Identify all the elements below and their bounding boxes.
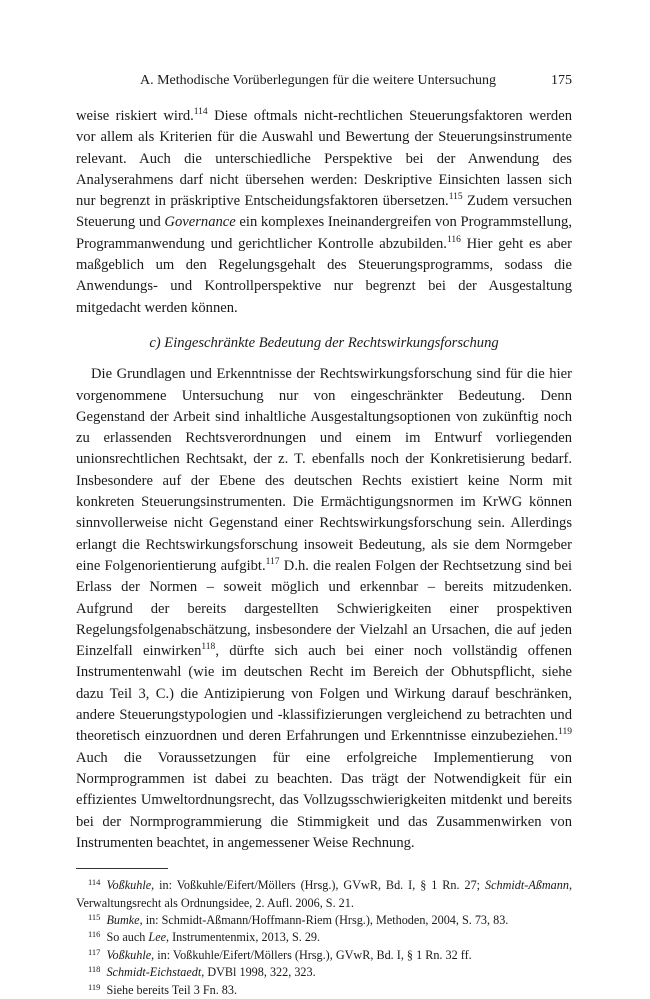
- footnote-text: , in: Voßkuhle/Eifert/Möllers (Hrsg.), GVwR, Bd. I, § 1 Rn. 27;: [151, 878, 485, 893]
- footnote-ref[interactable]: 118: [201, 642, 216, 653]
- footnote-ref[interactable]: 115: [448, 192, 463, 203]
- emphasis: Governance: [164, 214, 236, 231]
- paragraph-2: [76, 364, 572, 854]
- footnote-number: 119: [88, 981, 101, 992]
- running-header: [76, 70, 572, 94]
- footnote-number: 115: [88, 911, 101, 922]
- footnote-number: 117: [88, 946, 101, 957]
- running-title: A. Methodische Vorüberlegungen für die weitere Untersuchung: [140, 73, 496, 88]
- text-run: , dürfte sich auch bei einer noch vollständig offenen Instrumentenwahl (wie im deutschen Recht im Bereich der Obhutspflicht, siehe dazu Teil 3, C.) die Antizipierung von Folgen und Wirkung darauf beschränken, andere Steuerungstypologien und -klassifizierungen vergleichend zu betrachten und theoretisch einzuordnen und deren Erfahrungen und Erkenntnisse einzubeziehen.: [76, 643, 572, 745]
- footnote-text: , DVBl 1998, 322, 323.: [201, 965, 316, 980]
- author-name: Bumke: [106, 912, 140, 927]
- footnote-text: , Verwaltungsrecht als Ordnungsidee, 2. Aufl. 2006, S. 21.: [76, 878, 572, 910]
- footnote-text: , in: Voßkuhle/Eifert/Möllers (Hrsg.), GVwR, Bd. I, § 1 Rn. 32 ff.: [151, 947, 472, 962]
- footnotes: [76, 877, 572, 999]
- footnote-number: 118: [88, 964, 101, 975]
- page-number: 175: [551, 73, 572, 88]
- footnote-117: [76, 947, 572, 964]
- page: [76, 70, 572, 999]
- footnote-ref[interactable]: 117: [265, 556, 280, 567]
- footnote-ref[interactable]: 119: [558, 727, 572, 738]
- footnote-text: Siehe bereits Teil 3 Fn. 83.: [106, 982, 238, 997]
- footnote-118: [76, 964, 572, 981]
- footnote-number: 116: [88, 929, 101, 940]
- footnote-115: [76, 912, 572, 929]
- footnote-text: , Instrumentenmix, 2013, S. 29.: [166, 930, 321, 945]
- footnote-text: , in: Schmidt-Aßmann/Hoffmann-Riem (Hrsg.), Methoden, 2004, S. 73, 83.: [139, 912, 509, 927]
- author-name: Voßkuhle: [106, 878, 152, 893]
- footnote-119: [76, 982, 572, 999]
- text-run: weise riskiert wird.: [76, 108, 194, 124]
- paragraph-1: [76, 106, 572, 319]
- footnote-ref[interactable]: 114: [193, 107, 208, 117]
- author-name: Voßkuhle: [106, 947, 152, 962]
- text-run: Zudem versuchen Steuerung und: [76, 193, 572, 231]
- text-run: ein komplexes Ineinandergreifen von Programmstellung, Programmanwendung und gerichtlicher Kontrolle abzubilden.: [76, 214, 572, 252]
- text-run: Auch die Voraussetzungen für eine erfolgreiche Implementierung von Normprogrammen ist dabei zu beachten. Das trägt der Notwendigkeit für ein effizientes Umweltordnungsrecht, das Vollzugsschwierigkeiten mitdenkt und bereits bei der Normprogrammierung die Stimmigkeit und das Zusammenwirken von Instrumenten beachtet, in angemessener Weise Rechnung.: [76, 749, 572, 851]
- footnote-number: 114: [88, 877, 101, 888]
- text-run: D.h. die realen Folgen der Rechtsetzung sind bei Erlass der Normen – soweit möglich und erkennbar – bereits mitzudenken. Aufgrund der bereits dargestellten Schwierigkeiten einer prospektiven Regelungsfolgenabschätzung, insbesondere der Vielzahl an Ursachen, die auf jeden Einzelfall einwirken: [76, 557, 573, 660]
- text-run: Hier geht es aber maßgeblich um den Regelungsgehalt des Steuerungsprogramms, sodass die Anwendungs- und Kontrollperspektive nur begrenzt bei der Ausgestaltung mitgedacht werden können.: [76, 235, 573, 316]
- author-name: Schmidt-Eichstaedt: [106, 965, 202, 980]
- text-run: Die Grundlagen und Erkenntnisse der Rechtswirkungsforschung sind für die hier vorgenommene Untersuchung nur von eingeschränkter Bedeutung. Denn Gegenstand der Arbeit sind inhaltliche Ausgestaltungsoptionen von zukünftig noch zu erlassenden Rechtsverordnungen und einem im Entwurf vorliegenden unionsrechtlichen Rechtsakt, der z. T. ebenfalls noch der Konkretisierung bedarf. Insbesondere auf der Ebene des deutschen Rechts existiert keine Norm mit konkreten Steuerungsinstrumenten. Die Ermächtigungsnormen im KrWG können sinnvollerweise nicht Gegenstand einer Rechtswirkungsforschung sein. Allerdings erlangt die Rechtswirkungsforschung insoweit Bedeutung, als sie dem Normgeber eine Folgenorientierung aufgibt.: [76, 366, 572, 574]
- section-heading: c) Eingeschränkte Bedeutung der Rechtswirkungsforschung: [149, 334, 499, 351]
- footnote-114: [76, 877, 572, 912]
- author-name: Schmidt-Aßmann: [485, 878, 569, 893]
- footnote-divider: [76, 868, 168, 869]
- text-run: Diese oftmals nicht-rechtlichen Steuerungsfaktoren werden vor allem als Kriterien für die Auswahl und Bewertung der Steuerungsinstrumente relevant. Auch die unterschiedliche Perspektive bei der Anwendung des Analyserahmens darf nicht übersehen werden: Deskriptive Einsichten lassen sich nur begrenzt in präskriptive Entscheidungsfaktoren übersetzen.: [76, 108, 572, 210]
- footnote-ref[interactable]: 116: [446, 234, 461, 245]
- author-name: Lee: [148, 930, 167, 945]
- footnote-text: So auch: [106, 930, 149, 945]
- footnote-116: [76, 929, 572, 946]
